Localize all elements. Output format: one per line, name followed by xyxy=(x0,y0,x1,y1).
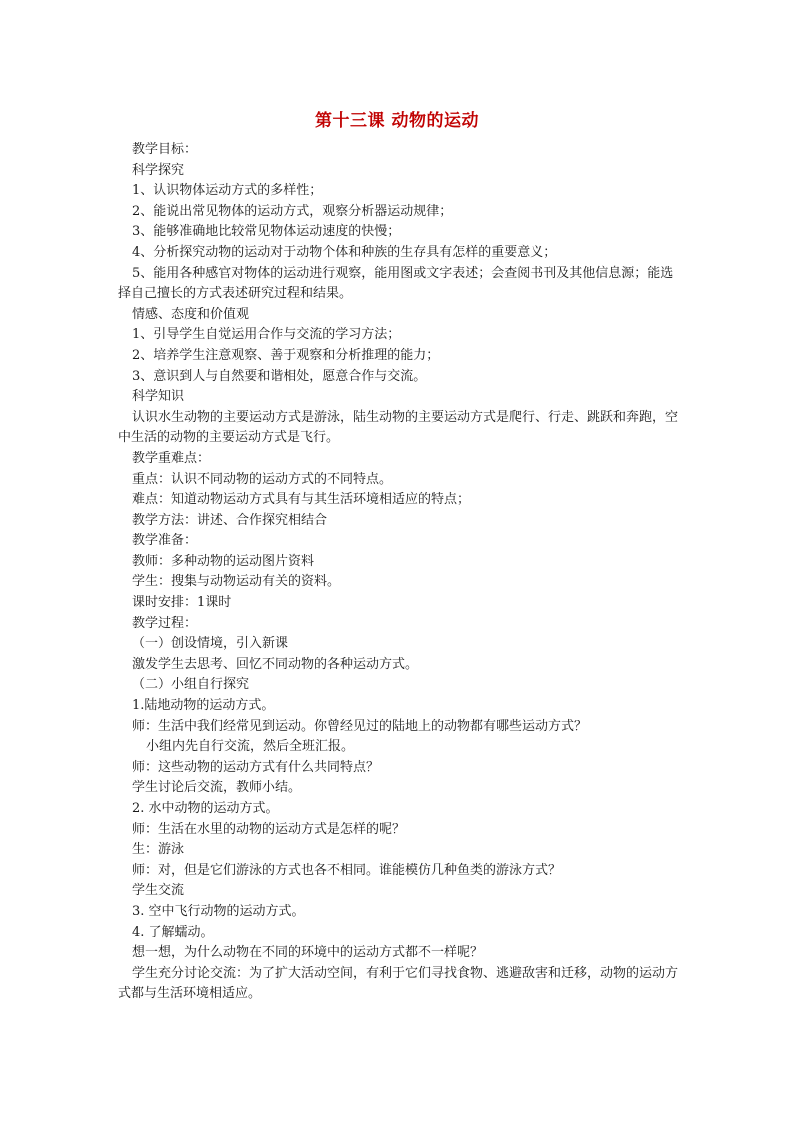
text-line: 科学探究 xyxy=(132,162,185,178)
text-line: 2、能说出常见物体的运动方式，观察分析器运动规律； xyxy=(132,203,453,219)
text-line: 3、能够准确地比较常见物体运动速度的快慢； xyxy=(132,224,401,240)
text-line: 师：生活在水里的动物的运动方式是怎样的呢？ xyxy=(132,821,406,837)
text-line: 4. 了解蠕动。 xyxy=(132,924,214,940)
text-line: 师：生活中我们经常见到运动。你曾经见过的陆地上的动物都有哪些运动方式？ xyxy=(132,718,588,734)
text-line: 学生充分讨论交流：为了扩大活动空间，有利于它们寻找食物、逃避敌害和迁移，动物的运动方式都与生活环境相适应。 xyxy=(118,965,679,1002)
text-line: 2、培养学生注意观察、善于观察和分析推理的能力； xyxy=(132,347,440,363)
text-line: （一）创设情境，引入新课 xyxy=(132,636,289,652)
text-line: 1、认识物体运动方式的多样性； xyxy=(132,183,323,199)
text-line: （二）小组自行探究 xyxy=(132,677,250,693)
text-line: 2. 水中动物的运动方式。 xyxy=(132,801,279,816)
page-title: 第十三课 动物的运动 xyxy=(315,111,479,131)
text-line: 1、引导学生自觉运用合作与交流的学习方法； xyxy=(132,327,401,343)
text-line: 师：对，但是它们游泳的方式也各不相同。谁能模仿几种鱼类的游泳方式？ xyxy=(132,862,562,878)
text-line: 教学过程： xyxy=(132,615,198,631)
text-line: 3. 空中飞行动物的运动方式。 xyxy=(132,903,305,919)
text-line: 课时安排：1课时 xyxy=(132,595,232,611)
text-line: 5、能用各种感官对物体的运动进行观察，能用图或文字表述；会查阅书刊及其他信息源；能选择自己擅长的方式表述研究过程和结果。 xyxy=(118,265,674,302)
text-line: 学生交流 xyxy=(132,883,185,899)
text-line: 1.陆地动物的运动方式。 xyxy=(132,698,275,714)
text-line: 学生：搜集与动物运动有关的资料。 xyxy=(132,574,341,590)
text-line: 难点：知道动物运动方式具有与其生活环境相适应的特点； xyxy=(132,492,471,508)
text-line: 科学知识 xyxy=(132,389,185,405)
text-line: 教学重难点： xyxy=(132,450,211,466)
text-line: 生：游泳 xyxy=(132,842,185,858)
text-line: 学生讨论后交流，教师小结。 xyxy=(132,780,302,796)
text-line: 小组内先自行交流，然后全班汇报。 xyxy=(146,739,355,755)
text-line: 激发学生去思考、回忆不同动物的各种运动方式。 xyxy=(132,656,419,672)
text-line: 教师：多种动物的运动图片资料 xyxy=(132,553,315,569)
text-line: 4、分析探究动物的运动对于动物个体和种族的生存具有怎样的重要意义； xyxy=(132,244,557,260)
text-line: 情感、态度和价值观 xyxy=(132,306,250,322)
text-line: 教学准备： xyxy=(132,533,198,549)
text-line: 重点：认识不同动物的运动方式的不同特点。 xyxy=(132,471,393,487)
text-line: 想一想，为什么动物在不同的环境中的运动方式都不一样呢？ xyxy=(132,945,484,961)
text-line: 师：这些动物的运动方式有什么共同特点？ xyxy=(132,759,380,775)
text-line: 教学目标： xyxy=(132,142,198,157)
text-line: 教学方法：讲述、合作探究相结合 xyxy=(132,512,328,528)
text-line: 认识水生动物的主要运动方式是游泳，陆生动物的主要运动方式是爬行、行走、跳跃和奔跑，空中生活的动物的主要运动方式是飞行。 xyxy=(118,409,679,446)
document-body xyxy=(118,140,680,1005)
text-line: 3、意识到人与自然要和谐相处，愿意合作与交流。 xyxy=(132,368,427,384)
